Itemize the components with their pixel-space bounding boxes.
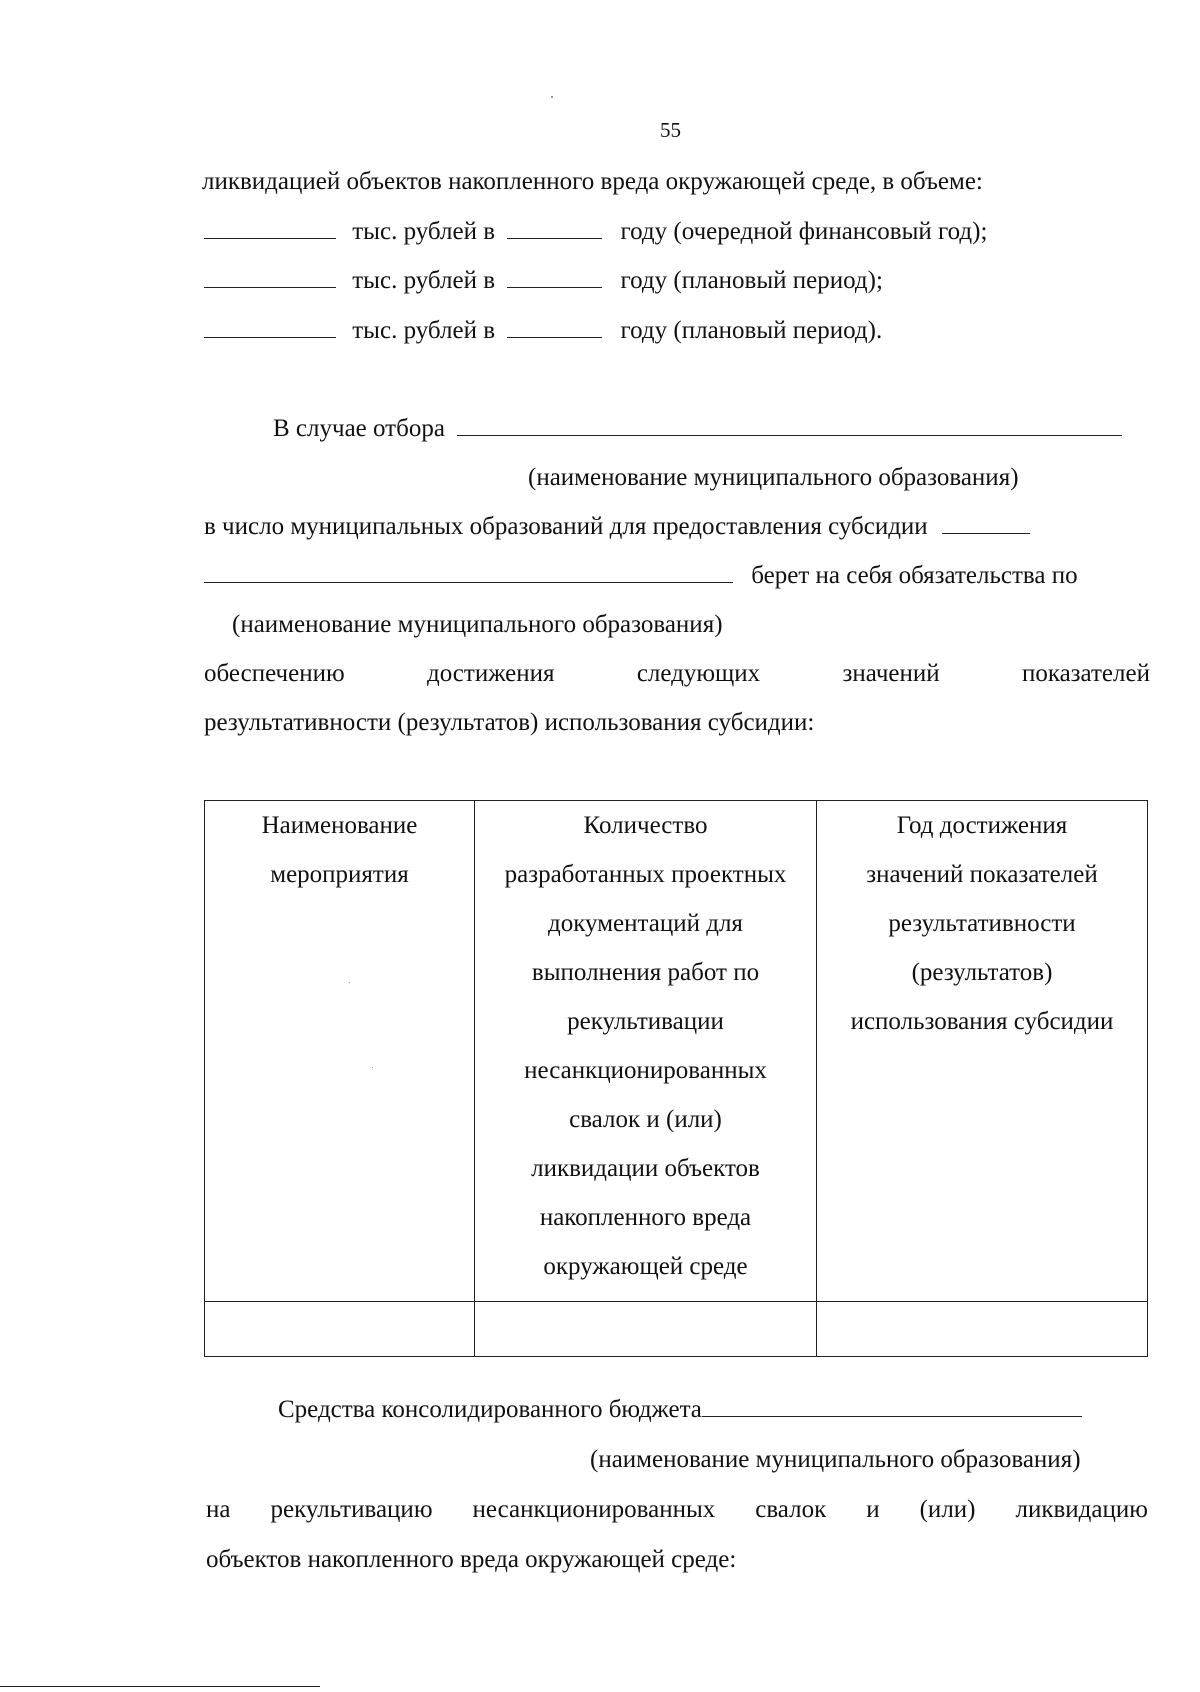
cell-line: выполнения работ по xyxy=(531,959,760,986)
selection-prefix: В случае отбора xyxy=(273,415,445,442)
budget-municipality-blank xyxy=(702,1396,1082,1417)
cell-line: Наименование xyxy=(261,812,418,839)
scan-speck xyxy=(551,96,553,98)
budget-justified-line xyxy=(206,1495,1148,1525)
selection-caption: (наименование муниципального образования) xyxy=(528,464,1019,491)
currency-label: тыс. рублей в xyxy=(352,218,496,245)
cell-line: свалок и (или) xyxy=(569,1106,722,1133)
footnote-rule xyxy=(0,1686,320,1687)
selection-caption-2: (наименование муниципального образования) xyxy=(232,611,723,638)
justified-word: показателей xyxy=(1021,660,1150,687)
cell-line: (результатов) xyxy=(911,959,1053,986)
subsidy-blank xyxy=(942,513,1030,534)
cell-line: значений показателей xyxy=(866,861,1098,888)
selection-justified-line xyxy=(204,659,1150,689)
selection-line-3 xyxy=(204,561,1078,591)
amount-blank xyxy=(204,317,336,338)
year-suffix: году (плановый период). xyxy=(620,317,883,344)
intro-line: ликвидацией объектов накопленного вреда окружающей среде, в объеме: xyxy=(202,168,983,195)
table-header-cell-count xyxy=(475,801,817,1302)
amount-blank xyxy=(204,218,336,239)
justified-word: обеспечению xyxy=(204,660,345,687)
municipality-blank xyxy=(457,415,1122,436)
justified-word: ликвидацию xyxy=(1015,1496,1148,1523)
selection-line-2 xyxy=(204,512,1030,542)
selection-line-2-text: в число муниципальных образований для предоставления субсидии xyxy=(204,513,928,540)
budget-prefix: Средства консолидированного бюджета xyxy=(278,1396,702,1423)
budget-line-1 xyxy=(278,1395,1082,1425)
amount-blank xyxy=(204,267,336,288)
year-blank xyxy=(507,218,602,239)
justified-word: и xyxy=(866,1496,880,1523)
justified-word: (или) xyxy=(919,1496,976,1523)
justified-word: значений xyxy=(842,660,940,687)
justified-word: свалок xyxy=(755,1496,827,1523)
currency-label: тыс. рублей в xyxy=(352,317,496,344)
year-blank xyxy=(507,267,602,288)
cell-line: использования субсидии xyxy=(850,1008,1114,1035)
cell-line: Количество xyxy=(583,812,708,839)
year-suffix: году (очередной финансовый год); xyxy=(620,218,988,245)
currency-label: тыс. рублей в xyxy=(352,267,496,294)
justified-word: на xyxy=(206,1496,231,1523)
justified-word: несанкционированных xyxy=(472,1496,716,1523)
table-cell xyxy=(817,1302,1148,1357)
table-cell xyxy=(475,1302,817,1357)
cell-line: ликвидации объектов xyxy=(531,1155,760,1182)
cell-line: несанкционированных xyxy=(524,1057,767,1084)
page-number: 55 xyxy=(660,118,681,142)
municipality-blank-2 xyxy=(204,562,733,583)
year-suffix: году (плановый период); xyxy=(620,267,883,294)
budget-last-line: объектов накопленного вреда окружающей среде: xyxy=(206,1546,737,1573)
volume-line-3 xyxy=(204,316,882,346)
cell-line: разработанных проектных xyxy=(504,861,787,888)
table-row xyxy=(205,1302,1148,1357)
cell-line: Год достижения xyxy=(896,812,1068,839)
justified-word: рекультивацию xyxy=(270,1496,433,1523)
selection-line-1 xyxy=(273,414,1122,444)
budget-caption: (наименование муниципального образования) xyxy=(590,1446,1081,1473)
selection-line-5: результативности (результатов) использования субсидии: xyxy=(204,709,815,736)
cell-line: накопленного вреда xyxy=(539,1204,752,1231)
table-header-cell-event xyxy=(205,801,475,1302)
table-cell xyxy=(205,1302,475,1357)
volume-line-1 xyxy=(204,217,987,247)
year-blank xyxy=(507,317,602,338)
cell-line: результативности xyxy=(888,910,1076,937)
cell-line: документаций для xyxy=(548,910,743,937)
justified-word: следующих xyxy=(636,660,761,687)
cell-line: мероприятия xyxy=(270,861,409,888)
volume-line-2 xyxy=(204,266,883,296)
table-header-cell-year xyxy=(817,801,1148,1302)
selection-line-3-suffix: берет на себя обязательства по xyxy=(751,562,1078,589)
indicators-table xyxy=(204,800,1148,1357)
cell-line: рекультивации xyxy=(567,1008,724,1035)
justified-word: достижения xyxy=(426,660,555,687)
cell-line: окружающей среде xyxy=(543,1253,748,1280)
table-header-row xyxy=(205,801,1148,1302)
